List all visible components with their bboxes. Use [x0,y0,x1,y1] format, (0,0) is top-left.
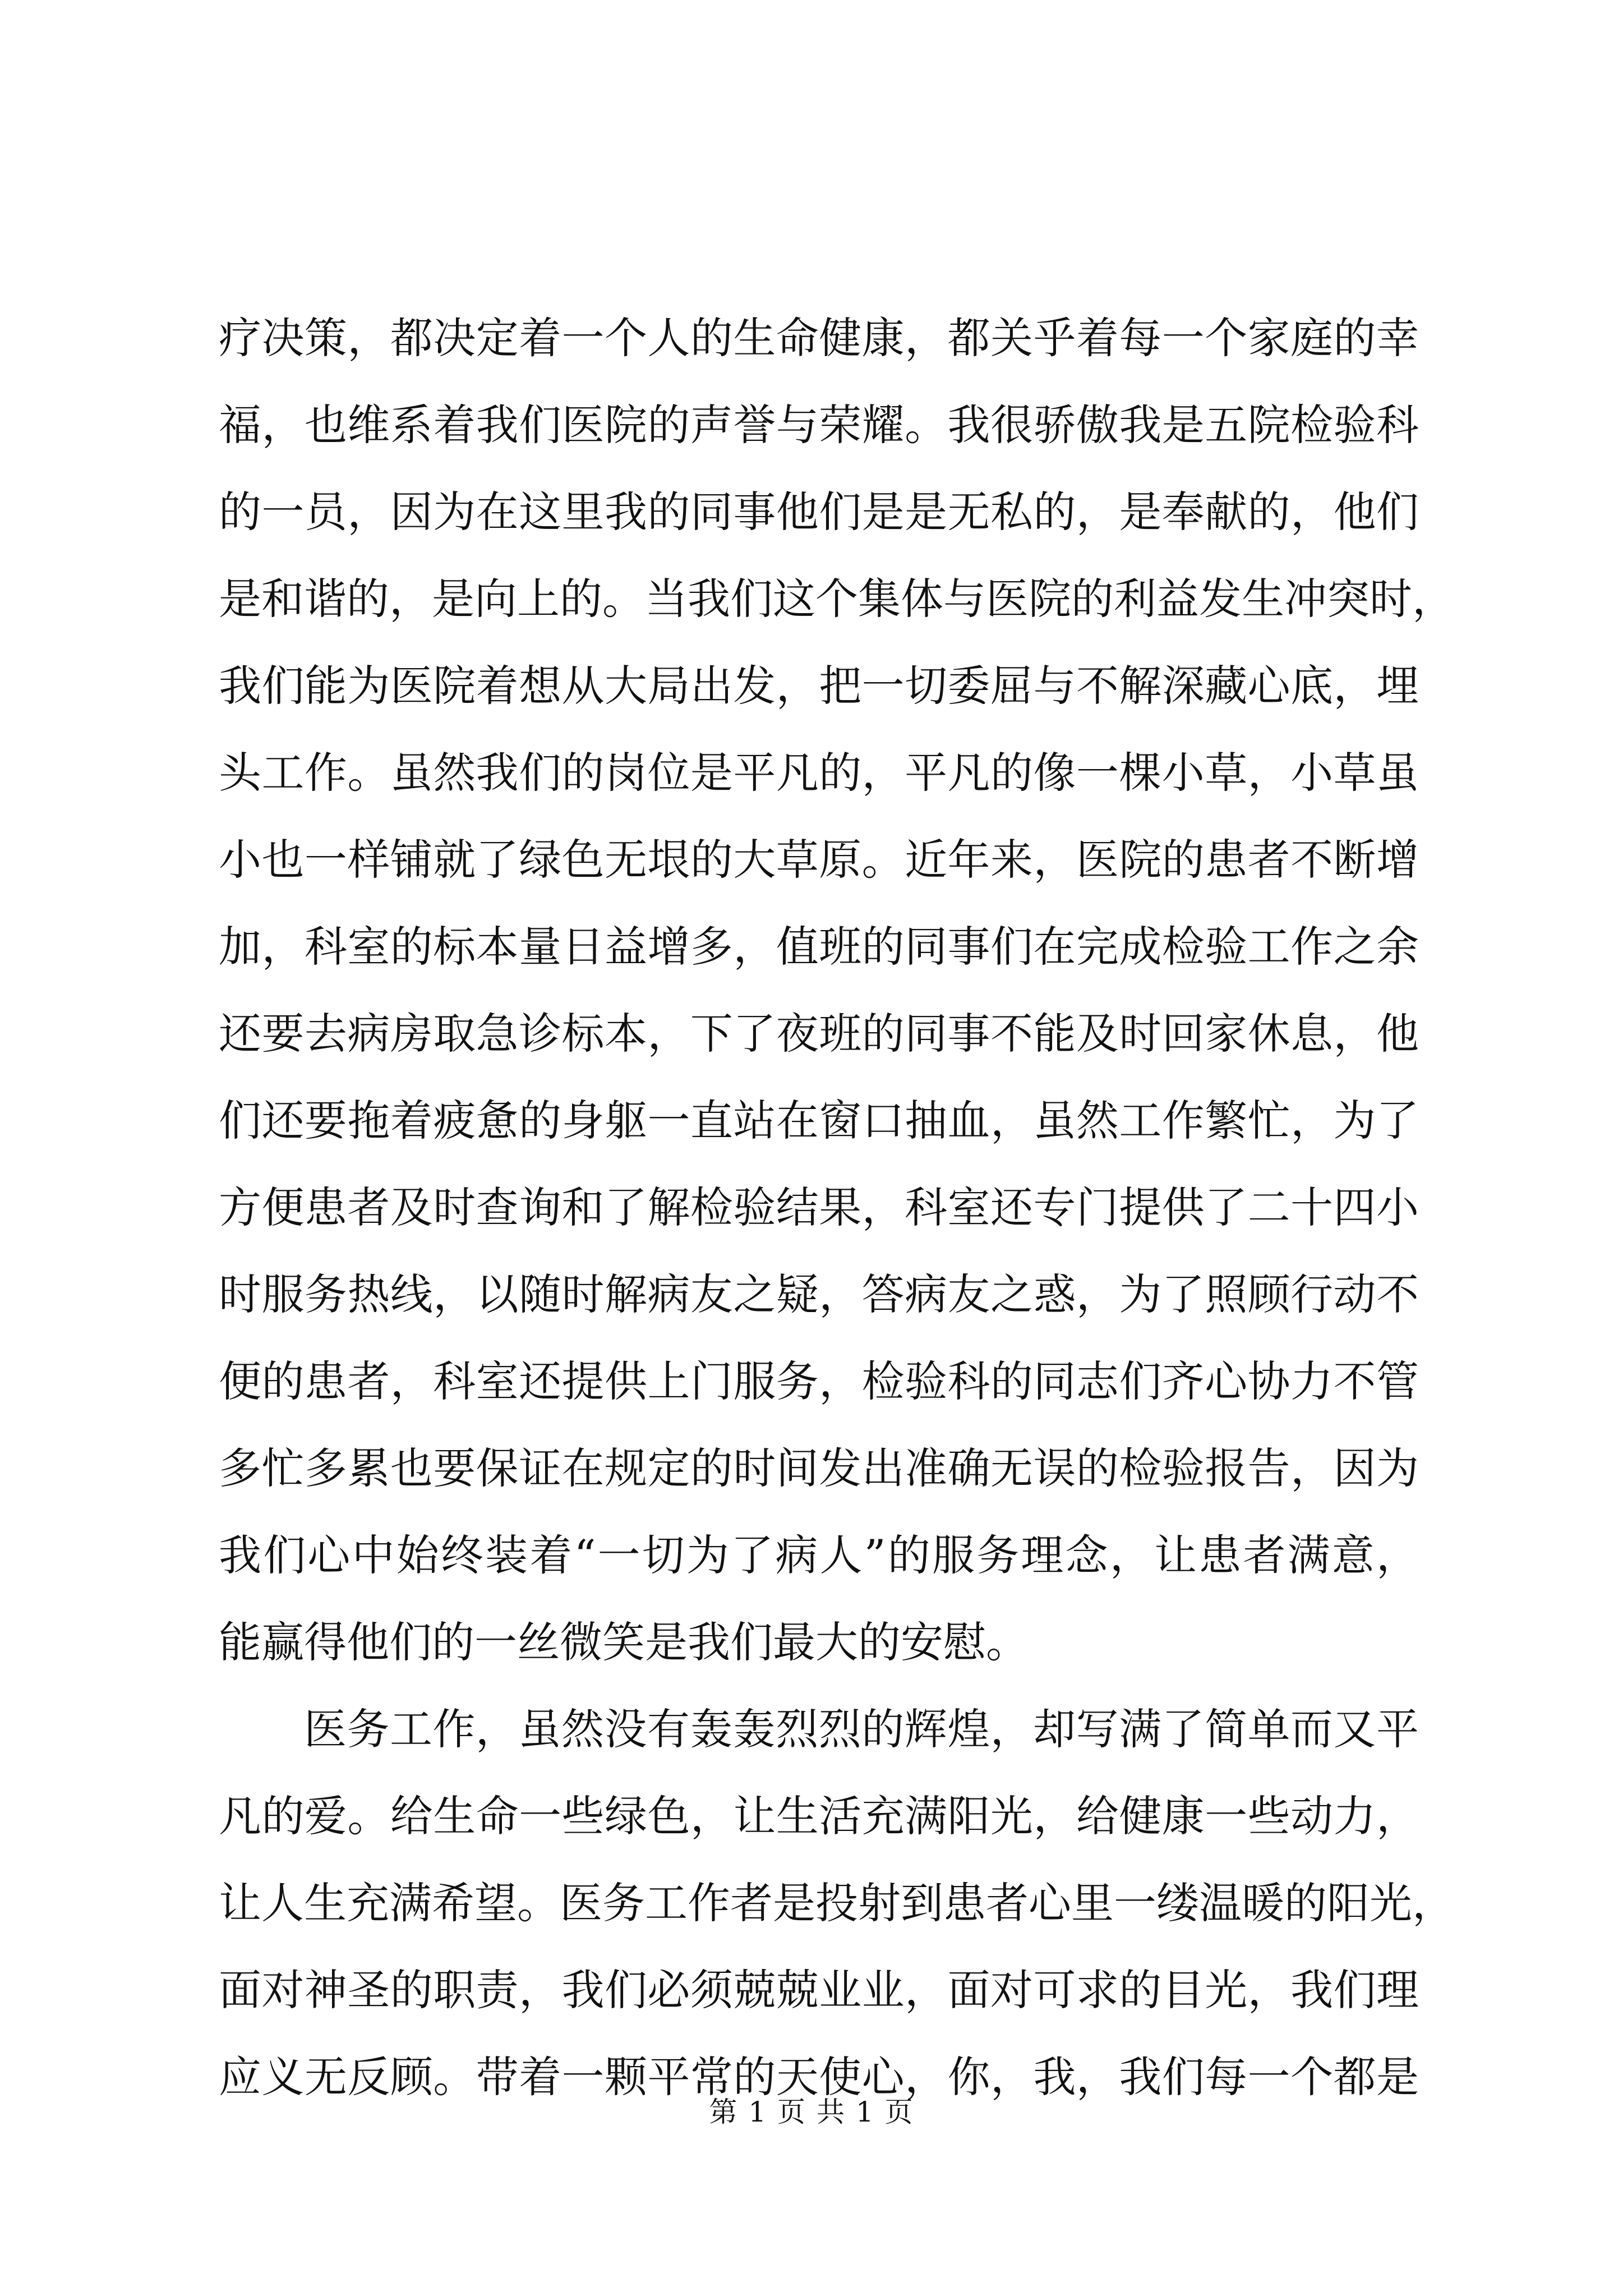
page-number-label: 第 1 页 共 1 页 [709,2096,914,2128]
text-line: 时服务热线，以随时解病友之疑，答病友之惑，为了照顾行动不 [219,1269,1419,1319]
text-line: 福，也维系着我们医院的声誉与荣耀。我很骄傲我是五院检验科 [219,400,1419,450]
paragraph-2 [219,1686,1455,2120]
text-line: 加，科室的标本量日益增多，值班的同事们在完成检验工作之余 [219,922,1419,972]
text-line: 是和谐的，是向上的。当我们这个集体与医院的利益发生冲突时， [219,574,1455,624]
text-line: 凡的爱。给生命一些绿色，让生活充满阳光，给健康一些动力， [219,1791,1419,1841]
text-line: 便的患者，科室还提供上门服务，检验科的同志们齐心协力不管 [219,1356,1419,1406]
page-footer [0,2095,1623,2129]
text-line: 应义无反顾。带着一颗平常的天使心，你，我，我们每一个都是 [219,2052,1419,2102]
text-line: 小也一样铺就了绿色无垠的大草原。近年来，医院的患者不断增 [219,835,1419,885]
paragraph-1 [219,295,1455,1686]
text-line: 多忙多累也要保证在规定的时间发出准确无误的检验报告，因为 [219,1443,1419,1493]
text-line: 我们能为医院着想从大局出发，把一切委屈与不解深藏心底，埋 [219,661,1419,711]
text-line: 的一员，因为在这里我的同事他们是是无私的，是奉献的，他们 [219,487,1419,537]
text-line: 头工作。虽然我们的岗位是平凡的，平凡的像一棵小草，小草虽 [219,748,1419,798]
text-line: 我们心中始终装着“一切为了病人”的服务理念，让患者满意， [219,1530,1419,1580]
text-line: 能赢得他们的一丝微笑是我们最大的安慰。 [219,1617,1029,1667]
text-line: 让人生充满希望。医务工作者是投射到患者心里一缕温暖的阳光， [219,1878,1455,1928]
text-line: 们还要拖着疲惫的身躯一直站在窗口抽血，虽然工作繁忙，为了 [219,1096,1419,1145]
text-line: 疗决策，都决定着一个人的生命健康，都关乎着每一个家庭的幸 [219,313,1419,363]
text-line: 还要去病房取急诊标本，下了夜班的同事不能及时回家休息，他 [219,1009,1419,1059]
document-body [219,295,1455,2120]
text-line: 医务工作，虽然没有轰轰烈烈的辉煌，却写满了简单而又平 [304,1704,1419,1754]
text-line: 面对神圣的职责，我们必须兢兢业业，面对可求的目光，我们理 [219,1965,1419,2015]
text-line: 方便患者及时查询和了解检验结果，科室还专门提供了二十四小 [219,1182,1419,1232]
